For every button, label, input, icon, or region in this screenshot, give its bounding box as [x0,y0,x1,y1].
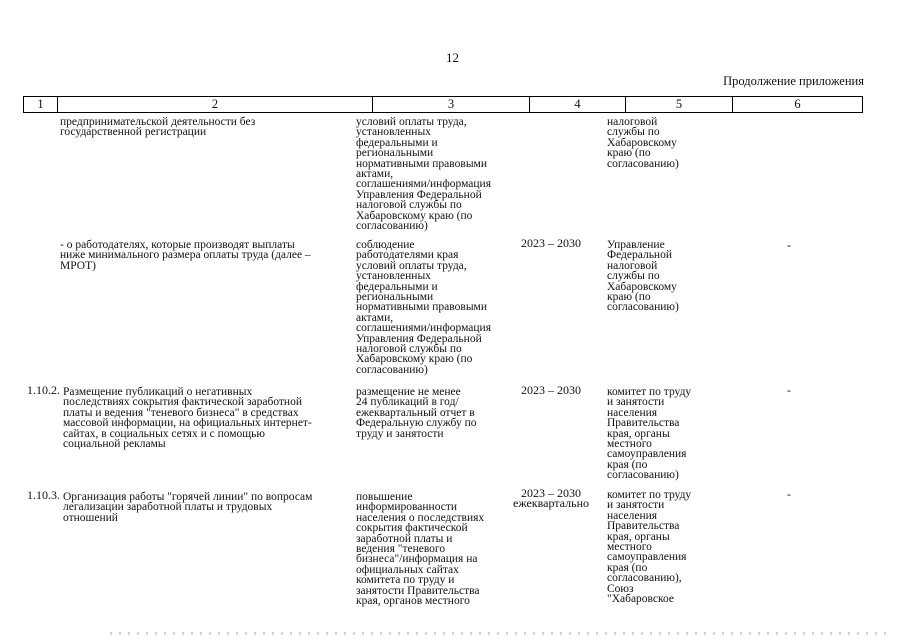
result-text: условий оплаты труда, установленных федеральными и региональными нормативными правовыми актами, соглашениями/информация Управления Федеральной налоговой службы по Хабаровскому краю (по согласованию) [356,116,492,233]
header-col-1: 1 [37,97,44,111]
measure-text: предпринимательской деятельности без государственной регистрации [60,116,256,139]
header-col-5: 5 [625,97,732,112]
result-text: соблюдение работодателями края условий оплаты труда, установленных федеральными и региональными нормативными правовыми актами, соглашениями/информация Управления Федеральной налоговой службы по Хабаровскому краю (по согласованию) [356,239,492,376]
header-col-2: 2 [57,97,372,112]
table-header [23,96,863,113]
result-text: повышение информированности населения о последствиях сокрытия фактической заработной платы и ведения "теневого бизнеса"/информация на официальных сайтах комитета по труду и занятости Правительства края, органов местного [356,491,485,608]
header-col-4: 4 [529,97,625,112]
period-text: 2023 – 2030 ежеквартально [513,486,589,511]
page-number: 12 [446,50,459,65]
executor-text: Управление Федеральной налоговой службы по Хабаровскому краю (по согласованию) [607,239,679,314]
period-text: 2023 – 2030 [521,236,581,250]
executor-text: комитет по труду и занятости населения Правительства края, органы местного самоуправления края (по согласованию), Союз "Хабаровское [607,489,692,606]
row-number: 1.10.2. [27,383,60,397]
scan-artifact-line [110,632,890,635]
result-text: размещение не менее 24 публикаций в год/ ежеквартальный отчет в Федеральную службу по труду и занятости [356,386,477,440]
row-number: 1.10.3. [27,488,60,502]
period-text: 2023 – 2030 [521,383,581,397]
executor-text: комитет по труду и занятости населения Правительства края, органы местного самоуправления края (по согласованию) [607,386,692,482]
executor-text: налоговой службы по Хабаровскому краю (по согласованию) [607,116,679,170]
col6-value: - [787,487,791,501]
col6-value: - [787,238,791,252]
measure-text: - о работодателях, которые производят выплаты ниже минимального размера оплаты труда (далее – МРОТ) [60,239,311,272]
header-col-3: 3 [372,97,529,112]
measure-text: Размещение публикаций о негативных последствиях сокрытия фактической заработной платы и ведения "теневого бизнеса" в средствах массовой информации, на официальных интернет- сайтах, в социальных сетях и с помощью социальной рекламы [63,386,312,451]
continuation-label: Продолжение приложения [723,74,864,88]
col6-value: - [787,383,791,397]
header-col-6: 6 [732,97,862,112]
measure-text: Организация работы "горячей линии" по вопросам легализации заработной платы и трудовых отношений [63,491,313,524]
